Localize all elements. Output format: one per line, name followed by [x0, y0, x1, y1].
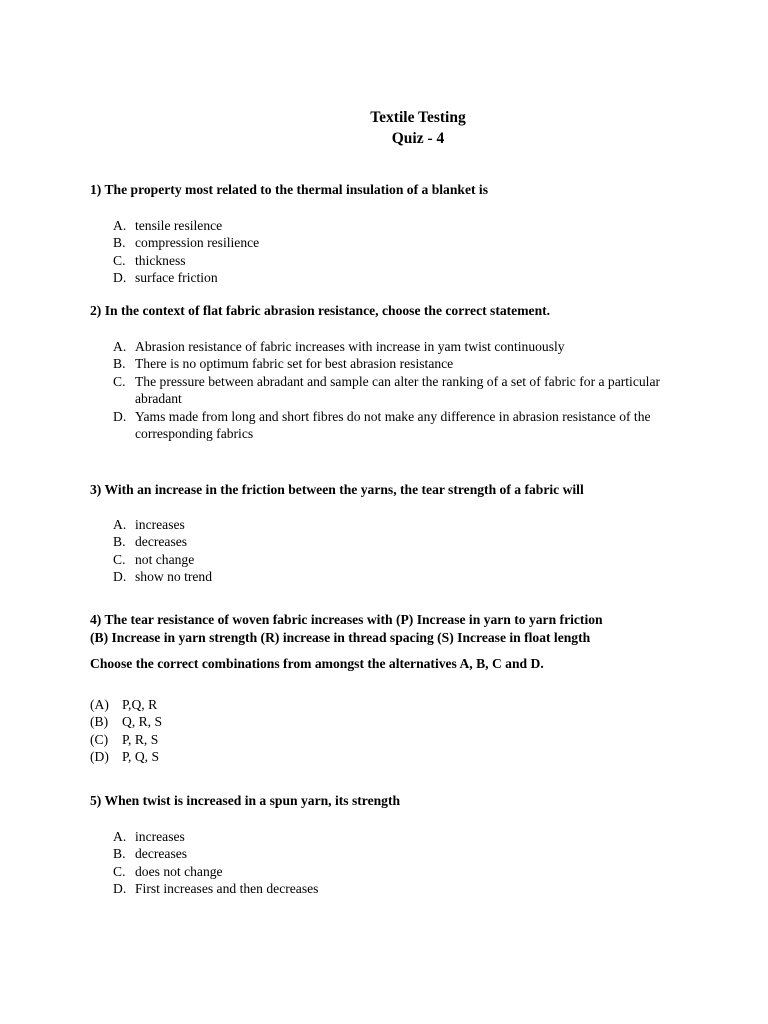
question-5-prompt: 5) When twist is increased in a spun yarn, its strength — [90, 793, 401, 808]
option-letter: A. — [113, 517, 127, 532]
option-letter: D. — [113, 569, 127, 585]
option — [113, 863, 713, 880]
option-letter: (B) — [90, 714, 109, 730]
question-4-instruction: Choose the correct combinations from amongst the alternatives A, B, C and D. — [90, 656, 544, 671]
option-text: increases — [135, 517, 185, 532]
option-text: decreases — [135, 846, 188, 862]
option-letter: B. — [113, 534, 126, 550]
option — [113, 516, 713, 533]
option-text: thickness — [135, 252, 186, 268]
option — [113, 252, 713, 269]
option-text: Yams made from long and short fibres do not make any difference in abrasion resistance of the corresponding fabrics — [135, 408, 651, 442]
question-1-prompt: 1) The property most related to the thermal insulation of a blanket is — [90, 182, 488, 197]
option-letter: C. — [113, 252, 126, 268]
option-letter: C. — [113, 863, 126, 879]
question-2-prompt: 2) In the context of flat fabric abrasion resistance, choose the correct statement. — [90, 303, 551, 318]
option-letter: D. — [113, 270, 127, 286]
option-text: Q, R, S — [122, 714, 163, 730]
option — [113, 408, 713, 443]
option-text: The pressure between abradant and sample can alter the ranking of a set of fabric for a particular abradant — [135, 373, 660, 407]
option-text: not change — [135, 551, 195, 567]
question-3-prompt: 3) With an increase in the friction between the yarns, the tear strength of a fabric will — [90, 482, 584, 497]
option — [113, 828, 713, 845]
option — [113, 234, 713, 251]
option — [113, 338, 713, 355]
option-letter: B. — [113, 356, 126, 372]
option-text: decreases — [135, 534, 188, 550]
option-text: does not change — [135, 863, 223, 879]
option-letter: (D) — [90, 749, 109, 765]
option-text: There is no optimum fabric set for best abrasion resistance — [135, 356, 454, 372]
question-4-options — [90, 696, 690, 766]
document-subtitle: Quiz - 4 — [391, 130, 445, 147]
option-letter: D. — [113, 408, 127, 424]
question-4-prompt-line-2: (B) Increase in yarn strength (R) increase in thread spacing (S) Increase in float length — [90, 630, 591, 645]
option-letter: C. — [113, 373, 126, 389]
option-letter: A. — [113, 339, 127, 354]
option — [113, 880, 713, 897]
question-5-options — [113, 828, 713, 898]
option — [90, 713, 690, 730]
option-text: First increases and then decreases — [135, 881, 319, 897]
option-text: P,Q, R — [122, 697, 158, 712]
option-text: P, Q, S — [122, 749, 160, 765]
option-text: Abrasion resistance of fabric increases with increase in yam twist continuously — [135, 339, 565, 354]
option-letter: (A) — [90, 697, 109, 712]
question-4-prompt-line-1: 4) The tear resistance of woven fabric increases with (P) Increase in yarn to yarn friction — [90, 612, 603, 627]
option — [90, 748, 690, 765]
option-text: surface friction — [135, 270, 218, 286]
option-letter: A. — [113, 829, 127, 844]
option-letter: A. — [113, 218, 127, 233]
option-text: tensile resilence — [135, 218, 223, 233]
option-text: compression resilience — [135, 235, 260, 251]
option — [90, 731, 690, 748]
option-text: increases — [135, 829, 185, 844]
option — [113, 217, 713, 234]
option-letter: B. — [113, 235, 126, 251]
option-letter: B. — [113, 846, 126, 862]
option — [113, 355, 713, 372]
option — [113, 373, 713, 408]
option — [113, 551, 713, 568]
option — [113, 845, 713, 862]
question-2-options — [113, 338, 713, 442]
question-3-options — [113, 516, 713, 586]
option-letter: D. — [113, 881, 127, 897]
document-title: Textile Testing — [370, 109, 466, 126]
option — [90, 696, 690, 713]
option-text: show no trend — [135, 569, 213, 585]
option-text: P, R, S — [122, 731, 159, 747]
option-letter: (C) — [90, 731, 109, 747]
question-1-options — [113, 217, 713, 287]
option — [113, 269, 713, 286]
option-letter: C. — [113, 551, 126, 567]
option — [113, 568, 713, 585]
option — [113, 533, 713, 550]
